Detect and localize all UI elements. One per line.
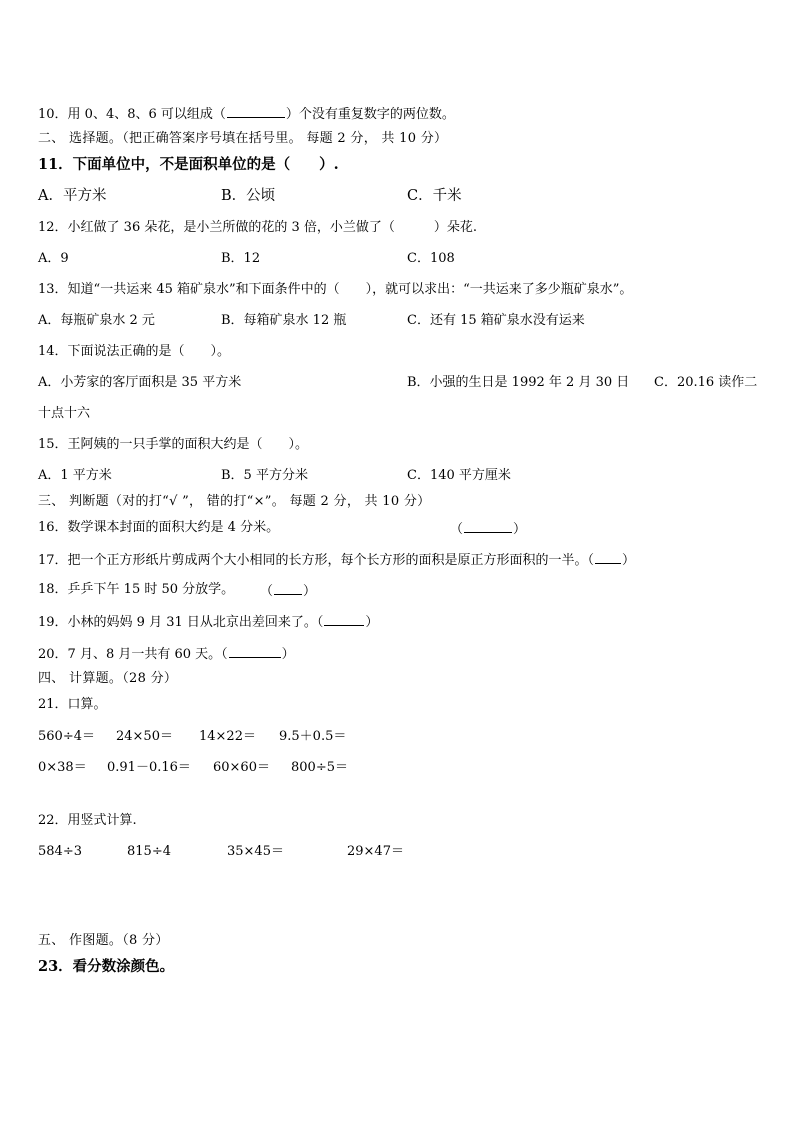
q18-answer-blank[interactable]	[274, 582, 302, 595]
question-18	[38, 582, 234, 598]
section-4-heading: 四、 计算题。（28 分）	[38, 671, 178, 686]
q14-option-a[interactable]: A．小芳家的客厅面积是 35 平方米	[38, 375, 242, 390]
question-20: 20．7 月、8 月一共有 60 天。（ ）	[38, 647, 295, 662]
section-5-heading: 五、 作图题。（8 分）	[38, 933, 169, 948]
q21-item: 800÷5＝	[291, 760, 348, 775]
question-10	[38, 105, 455, 123]
question-19: 19．小林的妈妈 9 月 31 日从北京出差回来了。（ ）	[38, 615, 379, 630]
question-16	[38, 520, 279, 536]
q22-item: 35×45＝	[227, 844, 284, 859]
q12-option-c[interactable]: C．108	[407, 251, 455, 266]
question-23: 23．看分数涂颜色。	[38, 958, 175, 975]
question-15: 15．王阿姨的一只手掌的面积大约是（ ）。	[38, 437, 309, 452]
q17-text: 17．把一个正方形纸片剪成两个大小相同的长方形，每个长方形的面积是原正方形面积的一半。（	[38, 553, 595, 568]
question-21-title: 21．口算。	[38, 697, 107, 712]
q20-text: 20．7 月、8 月一共有 60 天。（	[38, 647, 228, 662]
q10-answer-blank[interactable]	[227, 105, 285, 118]
q11-option-a[interactable]: A．平方米	[38, 188, 107, 204]
question-17: 17．把一个正方形纸片剪成两个大小相同的长方形，每个长方形的面积是原正方形面积的一半。（ ）	[38, 553, 636, 568]
section-3-heading: 三、 判断题（对的打“√ ”， 错的打“×”。 每题 2 分， 共 10 分）	[38, 494, 431, 509]
q14-option-c-continued: 十点十六	[38, 406, 91, 421]
q21-item: 9.5＋0.5＝	[279, 729, 347, 744]
q13-option-c[interactable]: C．还有 15 箱矿泉水没有运来	[407, 313, 585, 328]
q21-item: 0.91－0.16＝	[107, 760, 191, 775]
q22-item: 29×47＝	[347, 844, 404, 859]
q16-answer-bracket[interactable]: （ ）	[450, 522, 527, 537]
q10-text-after: ）个没有重复数字的两位数。	[285, 107, 455, 122]
q13-option-a[interactable]: A．每瓶矿泉水 2 元	[38, 313, 155, 328]
q14-option-b[interactable]: B．小强的生日是 1992 年 2 月 30 日	[407, 375, 630, 390]
q11-option-b[interactable]: B．公顷	[221, 188, 276, 204]
q21-item: 14×22＝	[199, 729, 256, 744]
question-22-title: 22．用竖式计算.	[38, 813, 137, 828]
q17-answer-blank[interactable]	[595, 551, 621, 564]
question-12: 12．小红做了 36 朵花，是小兰所做的花的 3 倍，小兰做了（ ）朵花.	[38, 220, 478, 235]
q19-answer-blank[interactable]	[324, 613, 364, 626]
q21-item: 24×50＝	[116, 729, 173, 744]
q13-option-b[interactable]: B．每箱矿泉水 12 瓶	[221, 313, 347, 328]
q16-answer-blank[interactable]	[464, 520, 512, 533]
q15-option-a[interactable]: A．1 平方米	[38, 468, 112, 483]
section-2-heading: 二、 选择题。（把正确答案序号填在括号里。 每题 2 分， 共 10 分）	[38, 131, 448, 146]
question-11: 11．下面单位中，不是面积单位的是（ ）.	[38, 156, 339, 173]
q10-text-before: 10．用 0、4、8、6 可以组成（	[38, 107, 226, 122]
question-13: 13．知道“一共运来 45 箱矿泉水”和下面条件中的（ ），就可以求出：“一共运来了多少瓶矿泉水”。	[38, 282, 633, 297]
q19-text: 19．小林的妈妈 9 月 31 日从北京出差回来了。（	[38, 615, 324, 630]
q11-option-c[interactable]: C．千米	[407, 188, 462, 204]
q12-option-a[interactable]: A．9	[38, 251, 69, 266]
q21-item: 0×38＝	[38, 760, 87, 775]
q14-option-c[interactable]: C．20.16 读作二	[654, 375, 758, 390]
q12-option-b[interactable]: B．12	[221, 251, 261, 266]
q22-item: 815÷4	[127, 844, 171, 859]
question-14: 14．下面说法正确的是（ ）。	[38, 344, 231, 359]
q21-item: 60×60＝	[213, 760, 270, 775]
q18-text: 18．乒乒下午 15 时 50 分放学。	[38, 582, 235, 597]
q15-option-c[interactable]: C．140 平方厘米	[407, 468, 511, 483]
q15-option-b[interactable]: B．5 平方分米	[221, 468, 308, 483]
q18-answer-bracket[interactable]: （ ）	[260, 584, 317, 599]
q16-text: 16．数学课本封面的面积大约是 4 分米。	[38, 520, 280, 535]
q21-item: 560÷4＝	[38, 729, 95, 744]
q22-item: 584÷3	[38, 844, 82, 859]
q20-answer-blank[interactable]	[229, 645, 281, 658]
